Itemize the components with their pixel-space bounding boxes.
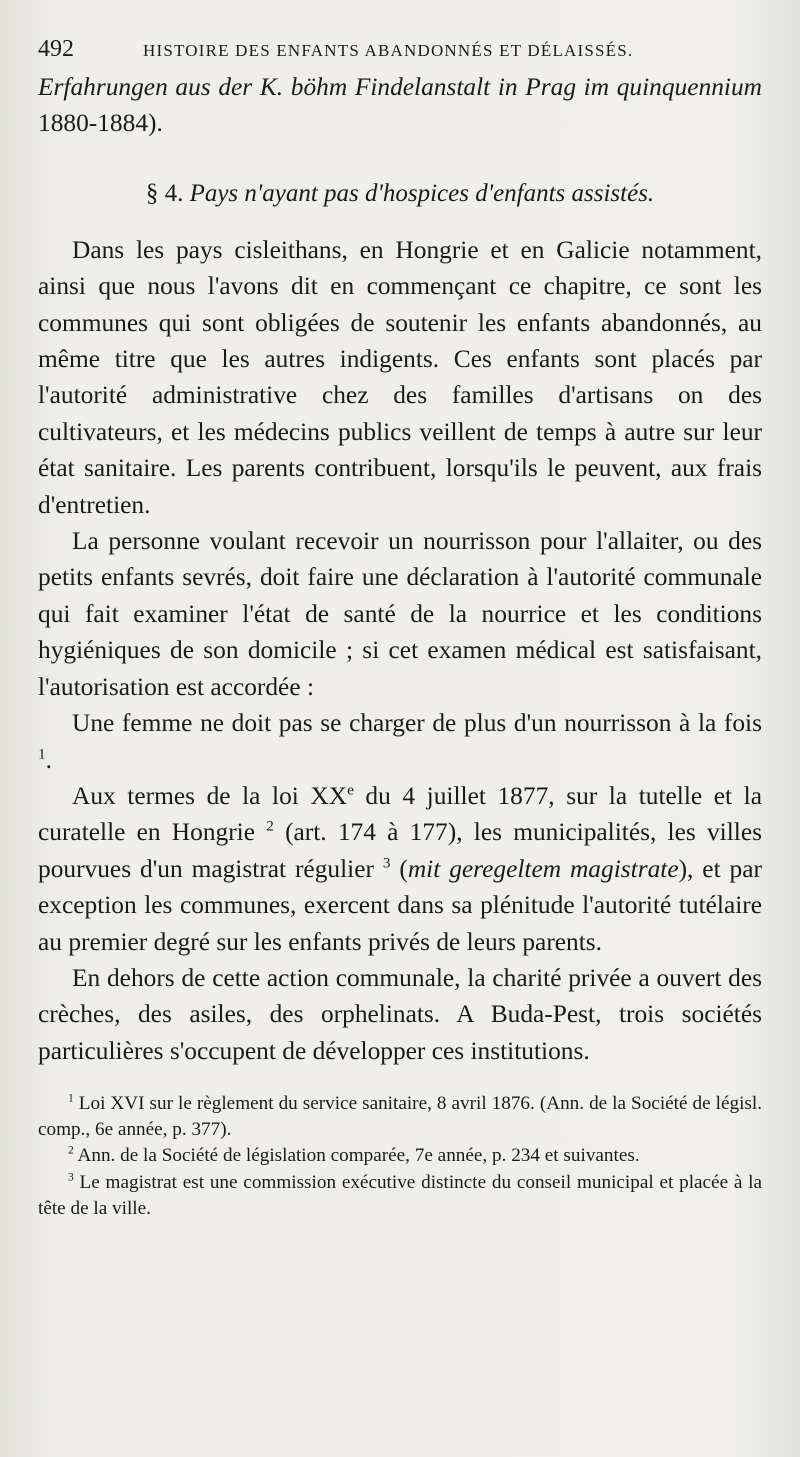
paragraph-4-a: Aux termes de la loi XX bbox=[72, 781, 348, 810]
footnote-text-2: Ann. de la Société de législation comparée, 7e année, p. 234 et suivantes. bbox=[77, 1145, 640, 1167]
section-title: Pays n'ayant pas d'hospices d'enfants assistés. bbox=[189, 179, 655, 207]
page-number: 492 bbox=[38, 36, 74, 62]
paragraph-1: Dans les pays cisleithans, en Hongrie et en Galicie notamment, ainsi que nous l'avons dit en commençant ce chapitre, ce sont les communes qui sont obligées de soutenir les enfants abandonnés, au même titre que les autres indigents. Ces enfants sont placés par l'autorité administrative chez des familles d'artisans on des cultivateurs, et les médecins publics veillent de temps à autre sur leur état sanitaire. Les parents contribuent, lorsqu'ils le peuvent, aux frais d'entretien. bbox=[38, 235, 762, 519]
footnote-3 bbox=[38, 1170, 762, 1221]
footnote-mark-1: 1 bbox=[68, 1092, 74, 1105]
running-head bbox=[38, 36, 762, 63]
footnote-2 bbox=[38, 1143, 762, 1169]
footnote-ref-2: 2 bbox=[266, 817, 274, 835]
paragraph-3-end: . bbox=[45, 745, 52, 774]
body-text bbox=[38, 69, 762, 142]
paragraph-3-text: Une femme ne doit pas se charger de plus d'un nourrisson à la fois bbox=[72, 709, 762, 738]
continuation-roman: 1880-1884). bbox=[38, 109, 163, 138]
paragraph-2: La personne voulant recevoir un nourrisson pour l'allaiter, ou des petits enfants sevrés, doit faire une déclaration à l'autorité communale qui fait examiner l'état de santé de la nourrice et les conditions hygiéniques de son domicile ; si cet examen médical est satisfaisant, l'autorisation est accordée : bbox=[38, 527, 762, 701]
footnote-ref-1: 1 bbox=[38, 745, 46, 763]
footnotes bbox=[38, 1091, 762, 1221]
paragraph-4-c: (art. 174 à 177), les municipalités, les villes pourvues d'un magistrat régulier bbox=[38, 818, 762, 883]
paragraph-4-italic: mit geregeltem magistrate bbox=[407, 854, 679, 883]
continuation-paragraph bbox=[38, 69, 762, 142]
paragraph-4-e: ), et par exception les communes, exercent dans sa plénitude l'autorité tutélaire au premier degré sur les enfants privés de leurs parents. bbox=[38, 854, 762, 956]
footnote-text-1: Loi XVI sur le règlement du service sanitaire, 8 avril 1876. (Ann. de la Société de législ. comp., 6e année, p. 377). bbox=[38, 1093, 763, 1140]
paragraph-3 bbox=[38, 705, 762, 778]
continuation-italic: Erfahrungen aus der K. böhm Findelanstalt in Prag im quinquennium bbox=[38, 73, 762, 101]
footnote-1 bbox=[38, 1091, 762, 1142]
superscript-e: e bbox=[347, 781, 354, 799]
paragraph-4 bbox=[38, 778, 762, 960]
footnote-mark-2: 2 bbox=[68, 1144, 74, 1157]
paragraph-5: En dehors de cette action communale, la charité privée a ouvert des crèches, des asiles, des orphelinats. A Buda-Pest, trois sociétés particulières s'occupent de développer ces institutions. bbox=[38, 963, 762, 1065]
paragraph-4-d: ( bbox=[390, 854, 408, 883]
footnote-text-3: Le magistrat est une commission exécutive distincte du conseil municipal et placée à la tête de la ville. bbox=[38, 1171, 763, 1219]
paragraph-4-b: du 4 juillet 1877, sur la tutelle et la curatelle en Hongrie bbox=[38, 781, 762, 847]
body-text-main bbox=[38, 232, 762, 1069]
section-number: § 4. bbox=[145, 179, 184, 207]
footnote-mark-3: 3 bbox=[68, 1171, 74, 1184]
footnote-ref-3: 3 bbox=[382, 854, 391, 872]
running-title: HISTOIRE DES ENFANTS ABANDONNÉS ET DÉLAISSÉS. bbox=[143, 41, 634, 60]
section-heading bbox=[38, 180, 762, 208]
